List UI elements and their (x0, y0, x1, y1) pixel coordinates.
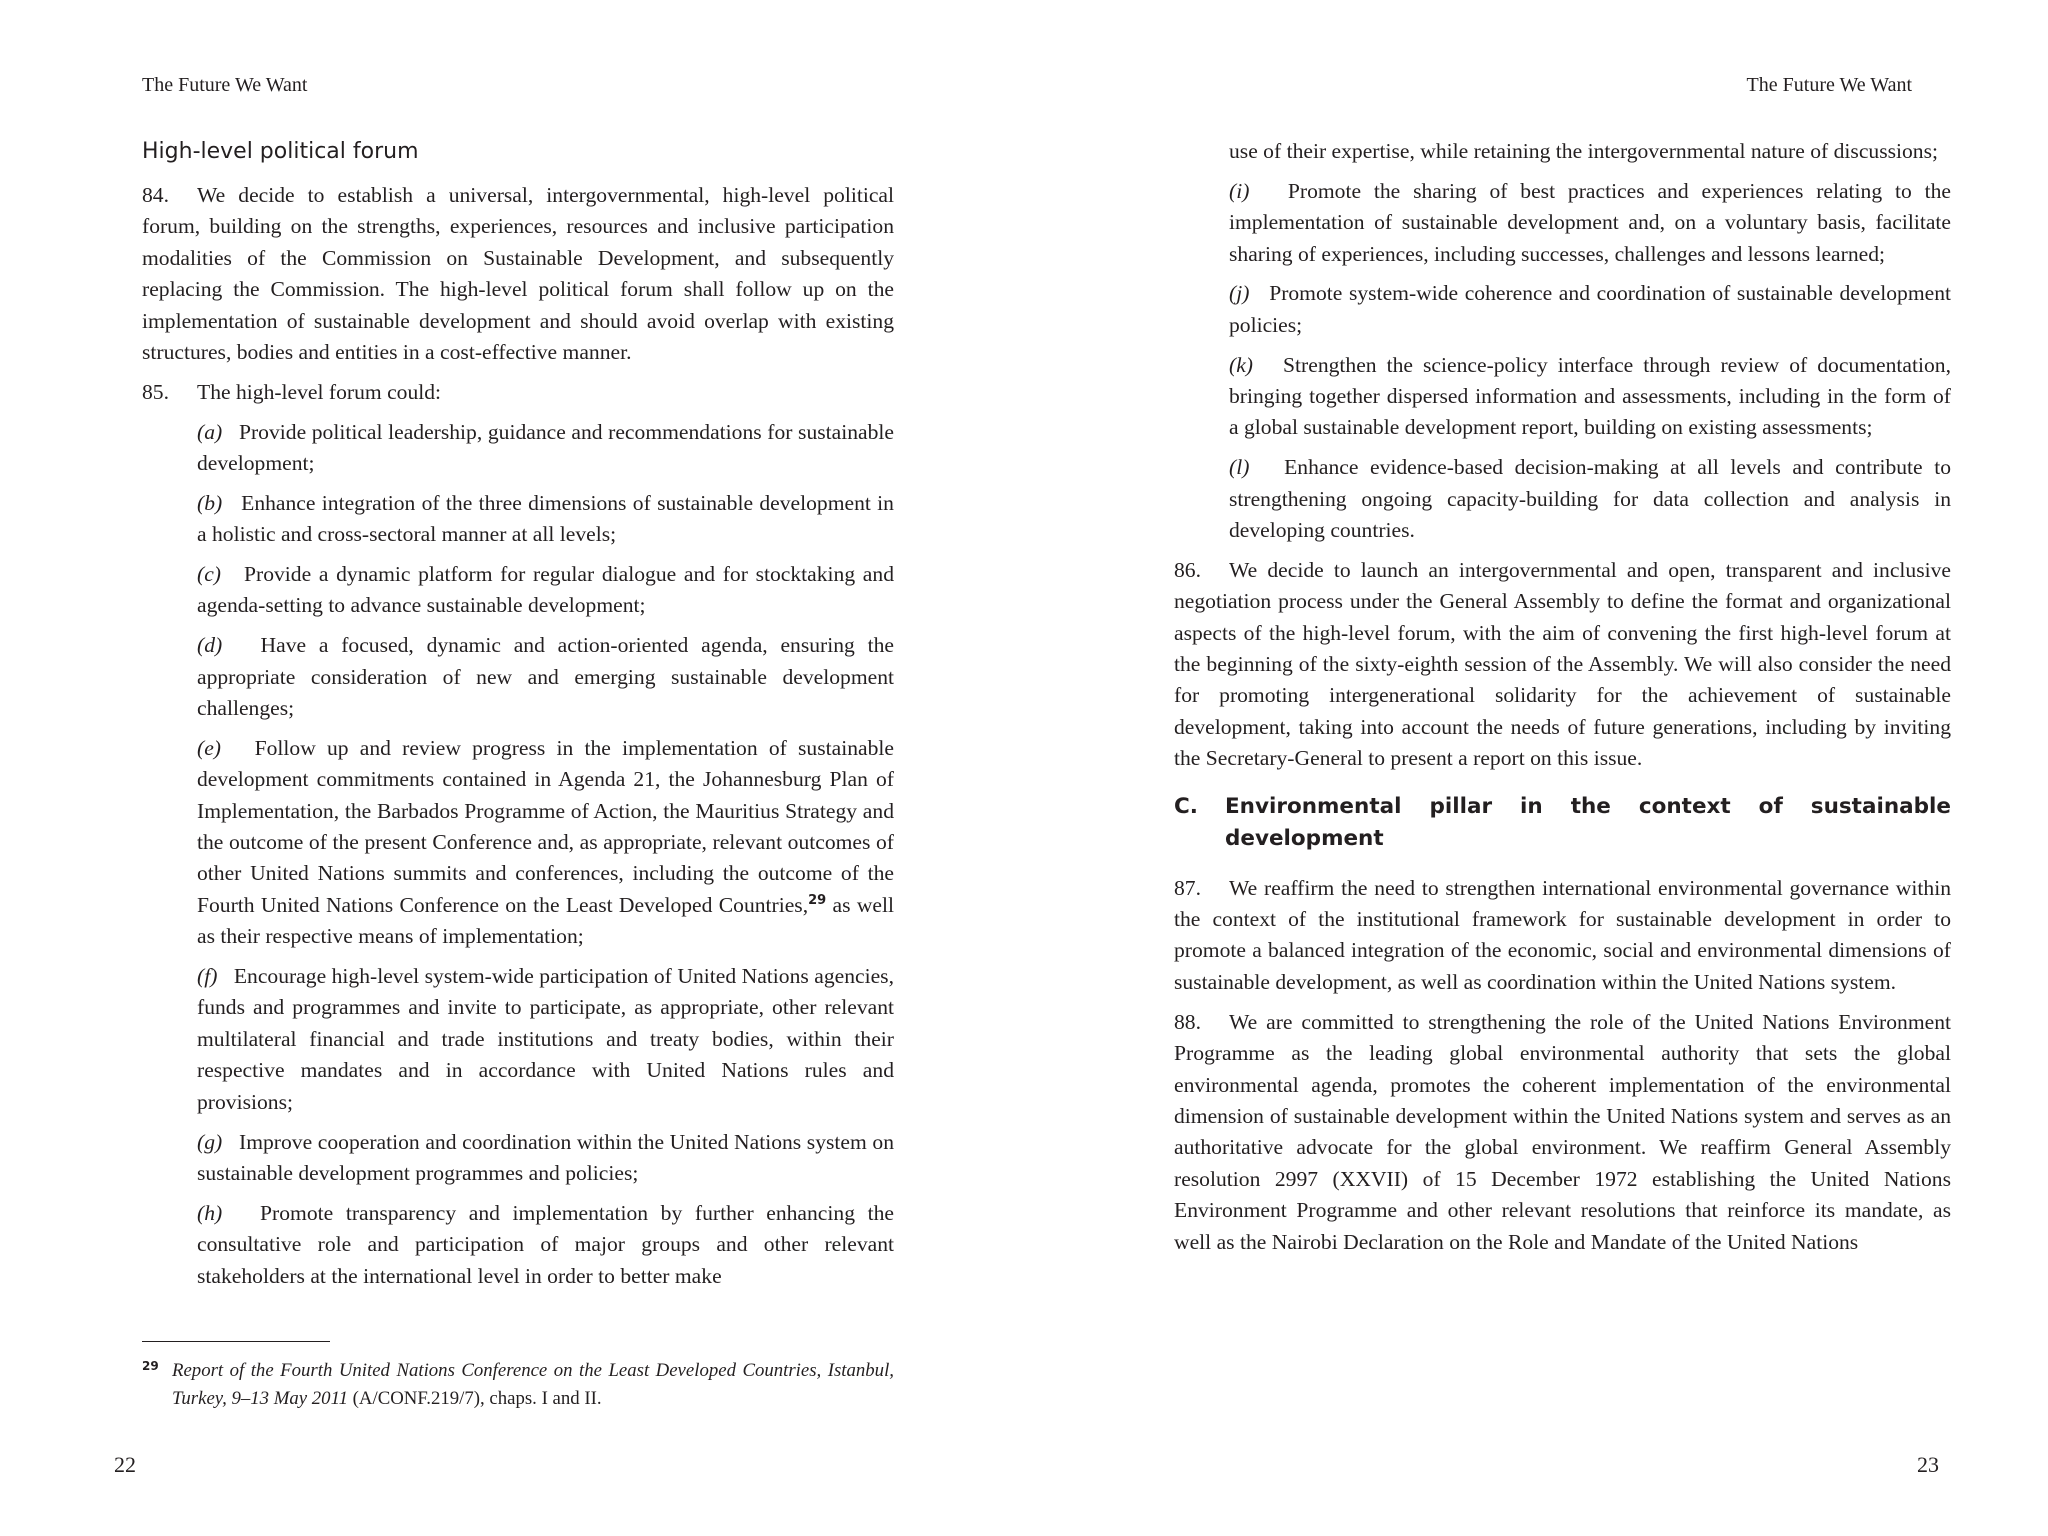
paragraph-text: The high-level forum could: (197, 379, 442, 404)
page-number: 22 (114, 1452, 136, 1477)
item-text: Strengthen the science-policy interface through review of documentation, bringing together dispersed information and assessments, including in the form of a global sustainable development report, building on existing assessments; (1229, 352, 1951, 440)
running-head: The Future We Want (142, 74, 308, 96)
item-text: Promote transparency and implementation by further enhancing the consultative role and participation of major groups and other relevant stakeholders at the international level in order to better make (197, 1200, 894, 1288)
item-letter: (j) (1229, 281, 1250, 306)
item-letter: (f) (197, 964, 218, 989)
section-letter: C. (1174, 793, 1198, 819)
footnote (142, 1357, 894, 1412)
paragraph-87 (1174, 873, 1951, 999)
list-item-j (1229, 278, 1951, 341)
list-item-i (1229, 176, 1951, 270)
list-item-a (197, 417, 894, 480)
running-head: The Future We Want (1746, 74, 1912, 96)
item-letter: (l) (1229, 455, 1250, 480)
paragraph-number: 84. (142, 183, 169, 207)
paragraph-number: 86. (1174, 557, 1201, 582)
item-letter: (a) (197, 419, 223, 444)
paragraph-85 (142, 377, 894, 408)
list-item-g (197, 1127, 894, 1190)
paragraph-88 (1174, 1007, 1951, 1258)
right-column (1174, 136, 1951, 1266)
item-letter: (h) (197, 1200, 223, 1225)
right-page (1024, 0, 2048, 1536)
item-text: Have a focused, dynamic and action-oriented agenda, ensuring the appropriate consideration of new and emerging sustainable development challenges; (197, 633, 894, 721)
item-letter: (d) (197, 633, 223, 658)
paragraph-text: We decide to establish a universal, intergovernmental, high-level political forum, building on the strengths, experiences, resources and inclusive participation modalities of the Commission on Sustainable Development, and subsequently replacing the Commission. The high-level political forum shall follow up on the implementation of sustainable development and should avoid overlap with existing structures, bodies and entities in a cost-effective manner. (142, 183, 894, 365)
item-h-continuation: use of their expertise, while retaining the intergovernmental nature of discussions; (1229, 139, 1938, 163)
item-text: Provide a dynamic platform for regular dialogue and for stocktaking and agenda-setting to advance sustainable development; (197, 562, 894, 618)
footnote-citation: (A/CONF.219/7), chaps. I and II. (347, 1387, 602, 1409)
footnote-mark: 29 (142, 1359, 159, 1373)
item-text: Enhance integration of the three dimensions of sustainable development in a holistic and cross-sectoral manner at all levels; (197, 490, 894, 547)
item-letter: (i) (1229, 178, 1250, 203)
list-item-c (197, 559, 894, 622)
section-heading (1174, 791, 1951, 855)
paragraph-number: 85. (142, 379, 169, 404)
list-item-h (197, 1198, 894, 1292)
paragraph-84 (142, 180, 894, 368)
paragraph-text: We reaffirm the need to strengthen international environmental governance within the context of the institutional framework for sustainable development in order to promote a balanced integration of the economic, social and environmental dimensions of sustainable development, as well as coordination within the United Nations system. (1174, 875, 1951, 994)
footnote-text (172, 1357, 894, 1412)
footnote-divider (142, 1341, 330, 1342)
footnote-title: Report of the Fourth United Nations Conference on the Least Developed Countries, Istanbul, Turkey, 9–13 May 2011 (172, 1360, 894, 1409)
item-text-continued: as well as their respective means of implementation; (197, 892, 894, 949)
section-title: Environmental pillar in the context of sustainable development (1224, 793, 1951, 851)
list-item-k (1229, 350, 1951, 444)
list-item-d (197, 630, 894, 724)
item-letter: (g) (197, 1129, 223, 1154)
item-letter: (e) (197, 735, 221, 760)
subheading: High-level political forum (142, 139, 419, 164)
paragraph-text: We decide to launch an intergovernmental and open, transparent and inclusive negotiation process under the General Assembly to define the format and organizational aspects of the high-level forum, with the aim of convening the first high-level forum at the beginning of the sixty-eighth session of the Assembly. We will also consider the need for promoting intergenerational solidarity for the achievement of sustainable development, taking into account the needs of future generations, including by inviting the Secretary-General to present a report on this issue. (1174, 557, 1951, 771)
item-text: Improve cooperation and coordination within the United Nations system on sustainable development programmes and policies; (197, 1129, 894, 1185)
paragraph-text: We are committed to strengthening the role of the United Nations Environment Programme as the leading global environmental authority that sets the global environmental agenda, promotes the coherent implementation of the environmental dimension of sustainable development within the United Nations system and serves as an authoritative advocate for the global environment. We reaffirm General Assembly resolution 2997 (XXVII) of 15 December 1972 establishing the United Nations Environment Programme and other relevant resolutions that reinforce its mandate, as well as the Nairobi Declaration on the Role and Mandate of the United Nations (1174, 1009, 1951, 1254)
item-text: Enhance evidence-based decision-making at all levels and contribute to strengthening ongoing capacity-building for data collection and analysis in developing countries. (1229, 455, 1951, 543)
list-item-b (197, 488, 894, 551)
item-text: Encourage high-level system-wide participation of United Nations agencies, funds and programmes and invite to participate, as appropriate, other relevant multilateral financial and trade institutions and treaty bodies, within their respective mandates and in accordance with United Nations rules and provisions; (197, 964, 894, 1114)
page-number: 23 (1917, 1452, 1939, 1477)
item-letter: (c) (197, 562, 221, 587)
list-item-f (197, 961, 894, 1118)
paragraph-number: 87. (1174, 875, 1201, 900)
item-letter: (k) (1229, 352, 1253, 377)
item-text: Provide political leadership, guidance and recommendations for sustainable development; (197, 419, 894, 476)
footnote-reference[interactable]: 29 (808, 892, 827, 908)
list-item-e (197, 733, 894, 953)
item-text: Promote the sharing of best practices and experiences relating to the implementation of sustainable development and, on a voluntary basis, facilitate sharing of experiences, including successes, challenges and lessons learned; (1229, 178, 1951, 266)
paragraph-86 (1174, 555, 1951, 775)
item-text: Follow up and review progress in the implementation of sustainable development commitments contained in Agenda 21, the Johannesburg Plan of Implementation, the Barbados Programme of Action, the Mauritius Strategy and the outcome of the present Conference and, as appropriate, relevant outcomes of other United Nations summits and conferences, including the outcome of the Fourth United Nations Conference on the Least Developed Countries, (197, 735, 894, 917)
item-text: Promote system-wide coherence and coordination of sustainable development policies; (1229, 281, 1951, 337)
left-column (142, 136, 894, 1300)
paragraph-number: 88. (1174, 1009, 1201, 1034)
list-item-l (1229, 452, 1951, 546)
item-letter: (b) (197, 490, 223, 515)
